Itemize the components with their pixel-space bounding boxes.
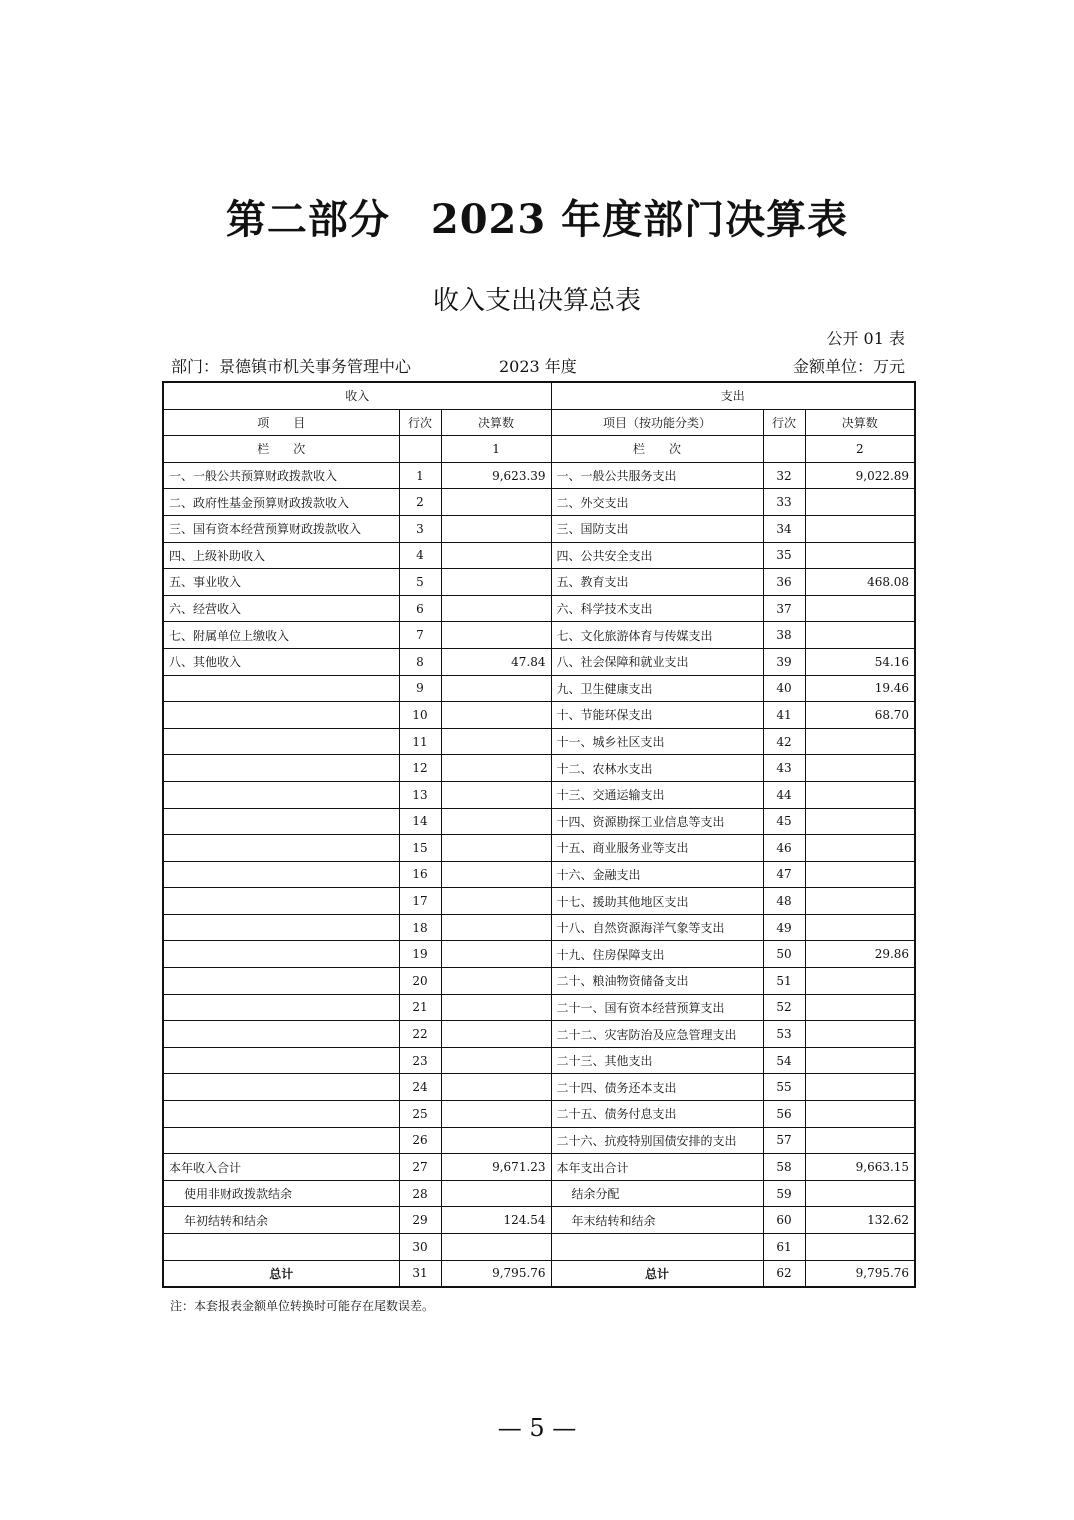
- expense-row-no: 54: [763, 1047, 805, 1074]
- income-amount: [441, 542, 551, 569]
- table-title: 收入支出决算总表: [432, 286, 641, 316]
- expense-item: 四、公共安全支出: [551, 542, 763, 569]
- income-row-no: 6: [399, 595, 441, 622]
- table-row: [163, 888, 915, 915]
- table-row: [163, 702, 915, 729]
- expense-amount: [805, 728, 915, 755]
- income-item: [163, 1234, 399, 1261]
- table-row: [163, 569, 915, 596]
- income-amount: [441, 1234, 551, 1261]
- table-row: [163, 1101, 915, 1128]
- income-row-no: 9: [399, 675, 441, 702]
- income-item: [163, 994, 399, 1021]
- income-amount-header: 决算数: [441, 409, 551, 436]
- table-row: [163, 968, 915, 995]
- income-row-no: 18: [399, 914, 441, 941]
- expense-row-no: 50: [763, 941, 805, 968]
- income-amount: 47.84: [441, 648, 551, 675]
- table-row: [163, 595, 915, 622]
- expense-amount: [805, 542, 915, 569]
- income-item: [163, 808, 399, 835]
- expense-amount: [805, 888, 915, 915]
- expense-column-label: 栏 次: [551, 436, 763, 463]
- expense-row-no: 52: [763, 994, 805, 1021]
- expense-item: 十六、金融支出: [551, 861, 763, 888]
- income-amount: [441, 914, 551, 941]
- income-item: 使用非财政拨款结余: [163, 1180, 399, 1207]
- income-row-no: 5: [399, 569, 441, 596]
- expense-row-no: 48: [763, 888, 805, 915]
- table-row: [163, 914, 915, 941]
- income-item: [163, 835, 399, 862]
- income-amount: [441, 1047, 551, 1074]
- page-number: — 5 —: [497, 1414, 577, 1442]
- expense-amount: [805, 755, 915, 782]
- expense-row-no: 41: [763, 702, 805, 729]
- expense-item: 五、教育支出: [551, 569, 763, 596]
- income-row-no: 17: [399, 888, 441, 915]
- income-row-no: 25: [399, 1101, 441, 1128]
- income-item: [163, 861, 399, 888]
- expense-item: 二十五、债务付息支出: [551, 1101, 763, 1128]
- expense-amount: 468.08: [805, 569, 915, 596]
- expense-amount: [805, 861, 915, 888]
- expense-item: 二十三、其他支出: [551, 1047, 763, 1074]
- expense-item: 二十二、灾害防治及应急管理支出: [551, 1021, 763, 1048]
- expense-amount: 19.46: [805, 675, 915, 702]
- table-row: [163, 835, 915, 862]
- table-row: [163, 648, 915, 675]
- income-amount: [441, 968, 551, 995]
- income-amount: [441, 1180, 551, 1207]
- expense-amount: [805, 622, 915, 649]
- expense-item: [551, 1234, 763, 1261]
- total-row: [163, 1260, 915, 1287]
- expense-item: 十、节能环保支出: [551, 702, 763, 729]
- expense-amount: [805, 1074, 915, 1101]
- table-row: [163, 808, 915, 835]
- expense-row-no: 55: [763, 1074, 805, 1101]
- table-row: [163, 675, 915, 702]
- expense-row-no: 56: [763, 1101, 805, 1128]
- header-row-sections: [163, 382, 915, 409]
- expense-amount: [805, 914, 915, 941]
- expense-row-no: 35: [763, 542, 805, 569]
- expense-item: 十二、农林水支出: [551, 755, 763, 782]
- expense-row-no: 33: [763, 489, 805, 516]
- table-code: 公开 01 表: [826, 329, 905, 348]
- expense-row-no: 32: [763, 462, 805, 489]
- expense-amount: [805, 808, 915, 835]
- amount-unit: 金额单位：万元: [792, 357, 905, 376]
- income-row-no: 14: [399, 808, 441, 835]
- expense-row-no: 57: [763, 1127, 805, 1154]
- expense-item: 二十六、抗疫特别国债安排的支出: [551, 1127, 763, 1154]
- income-header: 收入: [163, 382, 551, 409]
- expense-amount: [805, 489, 915, 516]
- income-row-no: 1: [399, 462, 441, 489]
- expense-item: 九、卫生健康支出: [551, 675, 763, 702]
- income-row-no: 24: [399, 1074, 441, 1101]
- expense-row-no: 37: [763, 595, 805, 622]
- income-item: [163, 968, 399, 995]
- income-amount: [441, 702, 551, 729]
- income-row-no: 10: [399, 702, 441, 729]
- expense-amount: 29.86: [805, 941, 915, 968]
- income-item: 三、国有资本经营预算财政拨款收入: [163, 515, 399, 542]
- income-row-no: 15: [399, 835, 441, 862]
- income-row-no: 19: [399, 941, 441, 968]
- expense-item: 本年支出合计: [551, 1154, 763, 1181]
- expense-item: 八、社会保障和就业支出: [551, 648, 763, 675]
- income-row-no: 26: [399, 1127, 441, 1154]
- expense-row-no: 39: [763, 648, 805, 675]
- expense-item: 结余分配: [551, 1180, 763, 1207]
- income-amount: [441, 1021, 551, 1048]
- income-row-no: 20: [399, 968, 441, 995]
- table-row: [163, 462, 915, 489]
- expense-row-no: 38: [763, 622, 805, 649]
- table-row: [163, 728, 915, 755]
- income-amount: [441, 515, 551, 542]
- expense-amount: [805, 1101, 915, 1128]
- expense-amount: 9,022.89: [805, 462, 915, 489]
- expense-row-no: 53: [763, 1021, 805, 1048]
- expense-item: 六、科学技术支出: [551, 595, 763, 622]
- income-row-no: 23: [399, 1047, 441, 1074]
- income-row-no: 21: [399, 994, 441, 1021]
- income-expense-table: [162, 381, 916, 1288]
- footnote: 注：本套报表金额单位转换时可能存在尾数误差。: [170, 1299, 435, 1313]
- table-row: [163, 1207, 915, 1234]
- table-meta: [171, 354, 905, 376]
- income-item: [163, 1127, 399, 1154]
- income-amount: [441, 994, 551, 1021]
- income-item: [163, 702, 399, 729]
- expense-amount: 132.62: [805, 1207, 915, 1234]
- expense-amount: 68.70: [805, 702, 915, 729]
- income-amount: [441, 728, 551, 755]
- income-amount: [441, 755, 551, 782]
- empty-cell: [399, 436, 441, 463]
- empty-cell: [763, 436, 805, 463]
- header-row-columns: [163, 409, 915, 436]
- expense-row-no: 45: [763, 808, 805, 835]
- expense-amount: [805, 1127, 915, 1154]
- expense-item: 三、国防支出: [551, 515, 763, 542]
- income-amount: 9,623.39: [441, 462, 551, 489]
- expense-item: 二十一、国有资本经营预算支出: [551, 994, 763, 1021]
- income-item: [163, 888, 399, 915]
- income-item: 六、经营收入: [163, 595, 399, 622]
- income-row-no: 2: [399, 489, 441, 516]
- expense-item: 七、文化旅游体育与传媒支出: [551, 622, 763, 649]
- income-amount: [441, 489, 551, 516]
- income-amount: [441, 888, 551, 915]
- income-row-no-header: 行次: [399, 409, 441, 436]
- expense-amount: [805, 515, 915, 542]
- expense-header: 支出: [551, 382, 915, 409]
- table-row: [163, 542, 915, 569]
- table-row: [163, 941, 915, 968]
- table-row: [163, 755, 915, 782]
- income-item: 年初结转和结余: [163, 1207, 399, 1234]
- table-row: [163, 1074, 915, 1101]
- expense-total-amount: 9,795.76: [805, 1260, 915, 1287]
- income-amount: [441, 941, 551, 968]
- expense-row-no-header: 行次: [763, 409, 805, 436]
- expense-item: 二、外交支出: [551, 489, 763, 516]
- expense-row-no: 46: [763, 835, 805, 862]
- income-item: 二、政府性基金预算财政拨款收入: [163, 489, 399, 516]
- expense-total-row-no: 62: [763, 1260, 805, 1287]
- table-row: [163, 1021, 915, 1048]
- income-row-no: 30: [399, 1234, 441, 1261]
- income-row-no: 3: [399, 515, 441, 542]
- expense-row-no: 51: [763, 968, 805, 995]
- table-row: [163, 994, 915, 1021]
- expense-row-no: 42: [763, 728, 805, 755]
- income-row-no: 11: [399, 728, 441, 755]
- income-amount: [441, 1074, 551, 1101]
- expense-row-no: 60: [763, 1207, 805, 1234]
- table-row: [163, 1047, 915, 1074]
- expense-item: 二十、粮油物资储备支出: [551, 968, 763, 995]
- income-total-label: 总计: [163, 1260, 399, 1287]
- income-item: [163, 675, 399, 702]
- income-row-no: 28: [399, 1180, 441, 1207]
- expense-amount: 9,663.15: [805, 1154, 915, 1181]
- income-amount: [441, 675, 551, 702]
- expense-amount: [805, 781, 915, 808]
- expense-item: 年末结转和结余: [551, 1207, 763, 1234]
- income-item: 七、附属单位上缴收入: [163, 622, 399, 649]
- expense-amount: [805, 968, 915, 995]
- table-row: [163, 489, 915, 516]
- income-amount: 9,671.23: [441, 1154, 551, 1181]
- expense-item: 十四、资源勘探工业信息等支出: [551, 808, 763, 835]
- expense-amount: [805, 1234, 915, 1261]
- income-row-no: 27: [399, 1154, 441, 1181]
- income-item: [163, 941, 399, 968]
- income-item: [163, 1074, 399, 1101]
- income-item: [163, 1021, 399, 1048]
- table-row: [163, 1127, 915, 1154]
- table-row: [163, 1180, 915, 1207]
- income-amount: [441, 861, 551, 888]
- expense-amount: [805, 1021, 915, 1048]
- expense-amount: [805, 595, 915, 622]
- expense-row-no: 61: [763, 1234, 805, 1261]
- income-item: 四、上级补助收入: [163, 542, 399, 569]
- expense-amount: [805, 1180, 915, 1207]
- column-number-2: 2: [805, 436, 915, 463]
- income-amount: [441, 1101, 551, 1128]
- expense-row-no: 58: [763, 1154, 805, 1181]
- expense-item: 十八、自然资源海洋气象等支出: [551, 914, 763, 941]
- income-item: 本年收入合计: [163, 1154, 399, 1181]
- income-row-no: 13: [399, 781, 441, 808]
- department-label: 部门：景德镇市机关事务管理中心: [171, 357, 412, 376]
- income-amount: [441, 595, 551, 622]
- expense-row-no: 47: [763, 861, 805, 888]
- income-total-amount: 9,795.76: [441, 1260, 551, 1287]
- income-item: [163, 1101, 399, 1128]
- expense-row-no: 36: [763, 569, 805, 596]
- expense-row-no: 43: [763, 755, 805, 782]
- expense-row-no: 44: [763, 781, 805, 808]
- income-row-no: 4: [399, 542, 441, 569]
- income-amount: 124.54: [441, 1207, 551, 1234]
- income-amount: [441, 835, 551, 862]
- income-amount: [441, 569, 551, 596]
- income-item: [163, 781, 399, 808]
- expense-item: 十七、援助其他地区支出: [551, 888, 763, 915]
- expense-item: 十一、城乡社区支出: [551, 728, 763, 755]
- header-row-column-numbers: [163, 436, 915, 463]
- expense-item: 十三、交通运输支出: [551, 781, 763, 808]
- expense-item: 一、一般公共服务支出: [551, 462, 763, 489]
- table-row: [163, 622, 915, 649]
- income-item: 八、其他收入: [163, 648, 399, 675]
- table-row: [163, 781, 915, 808]
- income-item-header: 项 目: [163, 409, 399, 436]
- expense-amount: [805, 835, 915, 862]
- income-item: [163, 755, 399, 782]
- income-amount: [441, 622, 551, 649]
- expense-item-header: 项目（按功能分类）: [551, 409, 763, 436]
- expense-row-no: 49: [763, 914, 805, 941]
- expense-amount-header: 决算数: [805, 409, 915, 436]
- expense-row-no: 34: [763, 515, 805, 542]
- expense-total-label: 总计: [551, 1260, 763, 1287]
- table-row: [163, 861, 915, 888]
- expense-amount: [805, 994, 915, 1021]
- income-amount: [441, 808, 551, 835]
- income-row-no: 12: [399, 755, 441, 782]
- income-row-no: 16: [399, 861, 441, 888]
- income-item: [163, 1047, 399, 1074]
- income-column-label: 栏 次: [163, 436, 399, 463]
- income-row-no: 7: [399, 622, 441, 649]
- income-item: [163, 728, 399, 755]
- expense-item: 二十四、债务还本支出: [551, 1074, 763, 1101]
- income-amount: [441, 1127, 551, 1154]
- table-row: [163, 515, 915, 542]
- expense-row-no: 40: [763, 675, 805, 702]
- income-row-no: 29: [399, 1207, 441, 1234]
- income-item: [163, 914, 399, 941]
- expense-item: 十九、住房保障支出: [551, 941, 763, 968]
- column-number-1: 1: [441, 436, 551, 463]
- table-row: [163, 1154, 915, 1181]
- income-item: 五、事业收入: [163, 569, 399, 596]
- expense-amount: [805, 1047, 915, 1074]
- expense-amount: 54.16: [805, 648, 915, 675]
- expense-row-no: 59: [763, 1180, 805, 1207]
- income-total-row-no: 31: [399, 1260, 441, 1287]
- income-row-no: 8: [399, 648, 441, 675]
- page-title: 第二部分 2023 年度部门决算表: [225, 196, 849, 243]
- table-row: [163, 1234, 915, 1261]
- income-amount: [441, 781, 551, 808]
- expense-item: 十五、商业服务业等支出: [551, 835, 763, 862]
- income-item: 一、一般公共预算财政拨款收入: [163, 462, 399, 489]
- income-row-no: 22: [399, 1021, 441, 1048]
- fiscal-year: 2023 年度: [499, 357, 577, 376]
